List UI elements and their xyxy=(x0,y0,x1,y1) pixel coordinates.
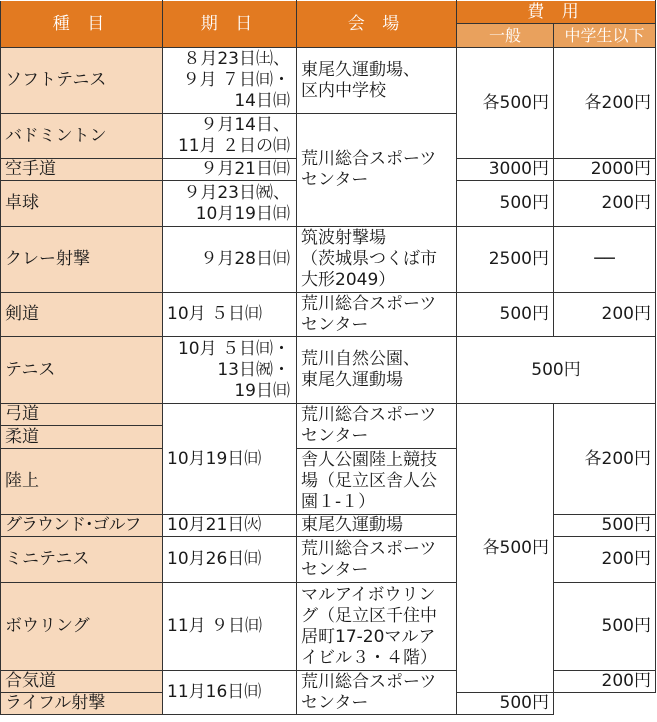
venue-text: 荒川総合スポーツ センター xyxy=(301,149,437,190)
event-name: 合気道 xyxy=(1,671,163,693)
date-text: ９月23日㈷、 10月19日㈰ xyxy=(183,182,290,224)
event-name: 空手道 xyxy=(1,159,163,181)
event-name: ライフル射撃 xyxy=(1,693,163,715)
fee-junior: ── xyxy=(554,227,656,293)
fee-junior: 各200円 xyxy=(554,48,656,159)
fee-general: 2500円 xyxy=(457,227,554,293)
event-date: 11月 ９日㈰ xyxy=(163,583,297,671)
event-date: 10月 ５日㈰ xyxy=(163,293,297,337)
event-venue xyxy=(297,337,457,404)
event-venue xyxy=(297,227,457,293)
date-text: ８月23日㈯、 ９月 ７日㈰・ 14日㈰ xyxy=(182,49,290,111)
header-date: 期 日 xyxy=(163,1,297,48)
venue-text: 舎人公園陸上競技 場（足立区舎人公 園１-１） xyxy=(301,450,437,512)
event-venue xyxy=(297,114,457,227)
venue-text: 荒川総合スポーツ センター xyxy=(301,671,437,713)
event-name: バドミントン xyxy=(1,114,163,159)
date-text: ９月14日、 11月 ２日の㈰ xyxy=(177,115,290,156)
fee-general: 500円 xyxy=(457,293,554,337)
event-date xyxy=(163,114,297,159)
header-fee-junior: 中学生以下 xyxy=(554,24,656,48)
fee-general: 各500円 xyxy=(457,404,554,693)
event-name: ミニテニス xyxy=(1,537,163,583)
table-row xyxy=(1,293,656,337)
event-name: ソフトテニス xyxy=(1,48,163,114)
event-name: テニス xyxy=(1,337,163,404)
event-venue: 東尾久運動場 xyxy=(297,515,457,537)
event-date xyxy=(163,181,297,227)
venue-text: 東尾久運動場、 区内中学校 xyxy=(301,59,420,101)
event-name: 柔道 xyxy=(1,426,163,449)
date-text: 10月 ５日㈰・ 13日㈷・ 19日㈰ xyxy=(177,338,290,401)
table-row xyxy=(1,537,656,583)
venue-text: 荒川総合スポーツ センター xyxy=(301,538,437,580)
fee-general: 各500円 xyxy=(457,48,554,159)
fee-junior: 200円 xyxy=(554,537,656,583)
table-row xyxy=(1,227,656,293)
event-venue xyxy=(297,671,457,715)
event-name: クレー射撃 xyxy=(1,227,163,293)
fee-general: 500円 xyxy=(457,181,554,227)
event-date: 10月21日㈫ xyxy=(163,515,297,537)
event-venue xyxy=(297,583,457,671)
fee-combined: 500円 xyxy=(457,337,656,404)
fee-junior: 500円 xyxy=(457,693,554,715)
fee-junior: 200円 xyxy=(554,671,656,693)
event-date: 10月19日㈰ xyxy=(163,404,297,515)
event-name: ボウリング xyxy=(1,583,163,671)
event-venue xyxy=(297,48,457,114)
fee-junior: 500円 xyxy=(554,583,656,671)
table-row xyxy=(1,671,656,693)
event-name: 陸上 xyxy=(1,449,163,515)
header-fee-general: 一般 xyxy=(457,24,554,48)
event-date xyxy=(163,337,297,404)
header-fee: 費 用 xyxy=(457,1,656,24)
table-row xyxy=(1,48,656,114)
table-row xyxy=(1,337,656,404)
fee-general: 3000円 xyxy=(457,159,554,181)
event-name: 弓道 xyxy=(1,404,163,426)
header-venue: 会 場 xyxy=(297,1,457,48)
event-venue xyxy=(297,293,457,337)
venue-text: 筑波射撃場 （茨城県つくば市 大形2049） xyxy=(301,228,437,290)
venue-text: 荒川自然公園、 東尾久運動場 xyxy=(301,349,420,390)
venue-text: 荒川総合スポーツ センター xyxy=(301,405,437,446)
fee-junior: 2000円 xyxy=(554,159,656,181)
fee-junior: 500円 xyxy=(554,515,656,537)
fee-junior: 各200円 xyxy=(554,404,656,515)
event-name: グラウンド･ゴルフ xyxy=(1,515,163,537)
table-row xyxy=(1,515,656,537)
table-row xyxy=(1,404,656,426)
event-date: ９月28日㈰ xyxy=(163,227,297,293)
event-name: 剣道 xyxy=(1,293,163,337)
event-date xyxy=(163,48,297,114)
event-venue xyxy=(297,449,457,515)
event-date: 11月16日㈰ xyxy=(163,671,297,715)
fee-junior: 200円 xyxy=(554,293,656,337)
event-date: 10月26日㈰ xyxy=(163,537,297,583)
fee-junior: 200円 xyxy=(554,181,656,227)
header-event: 種 目 xyxy=(1,1,163,48)
table-row xyxy=(1,583,656,671)
event-venue xyxy=(297,404,457,449)
event-date: ９月21日㈰ xyxy=(163,159,297,181)
event-name: 卓球 xyxy=(1,181,163,227)
event-venue xyxy=(297,537,457,583)
venue-text: 荒川総合スポーツ センター xyxy=(301,293,437,335)
header-row-1 xyxy=(1,1,656,24)
venue-text: マルアイボウリン グ（足立区千住中 居町17-20マルア イビル３・４階） xyxy=(301,584,437,668)
